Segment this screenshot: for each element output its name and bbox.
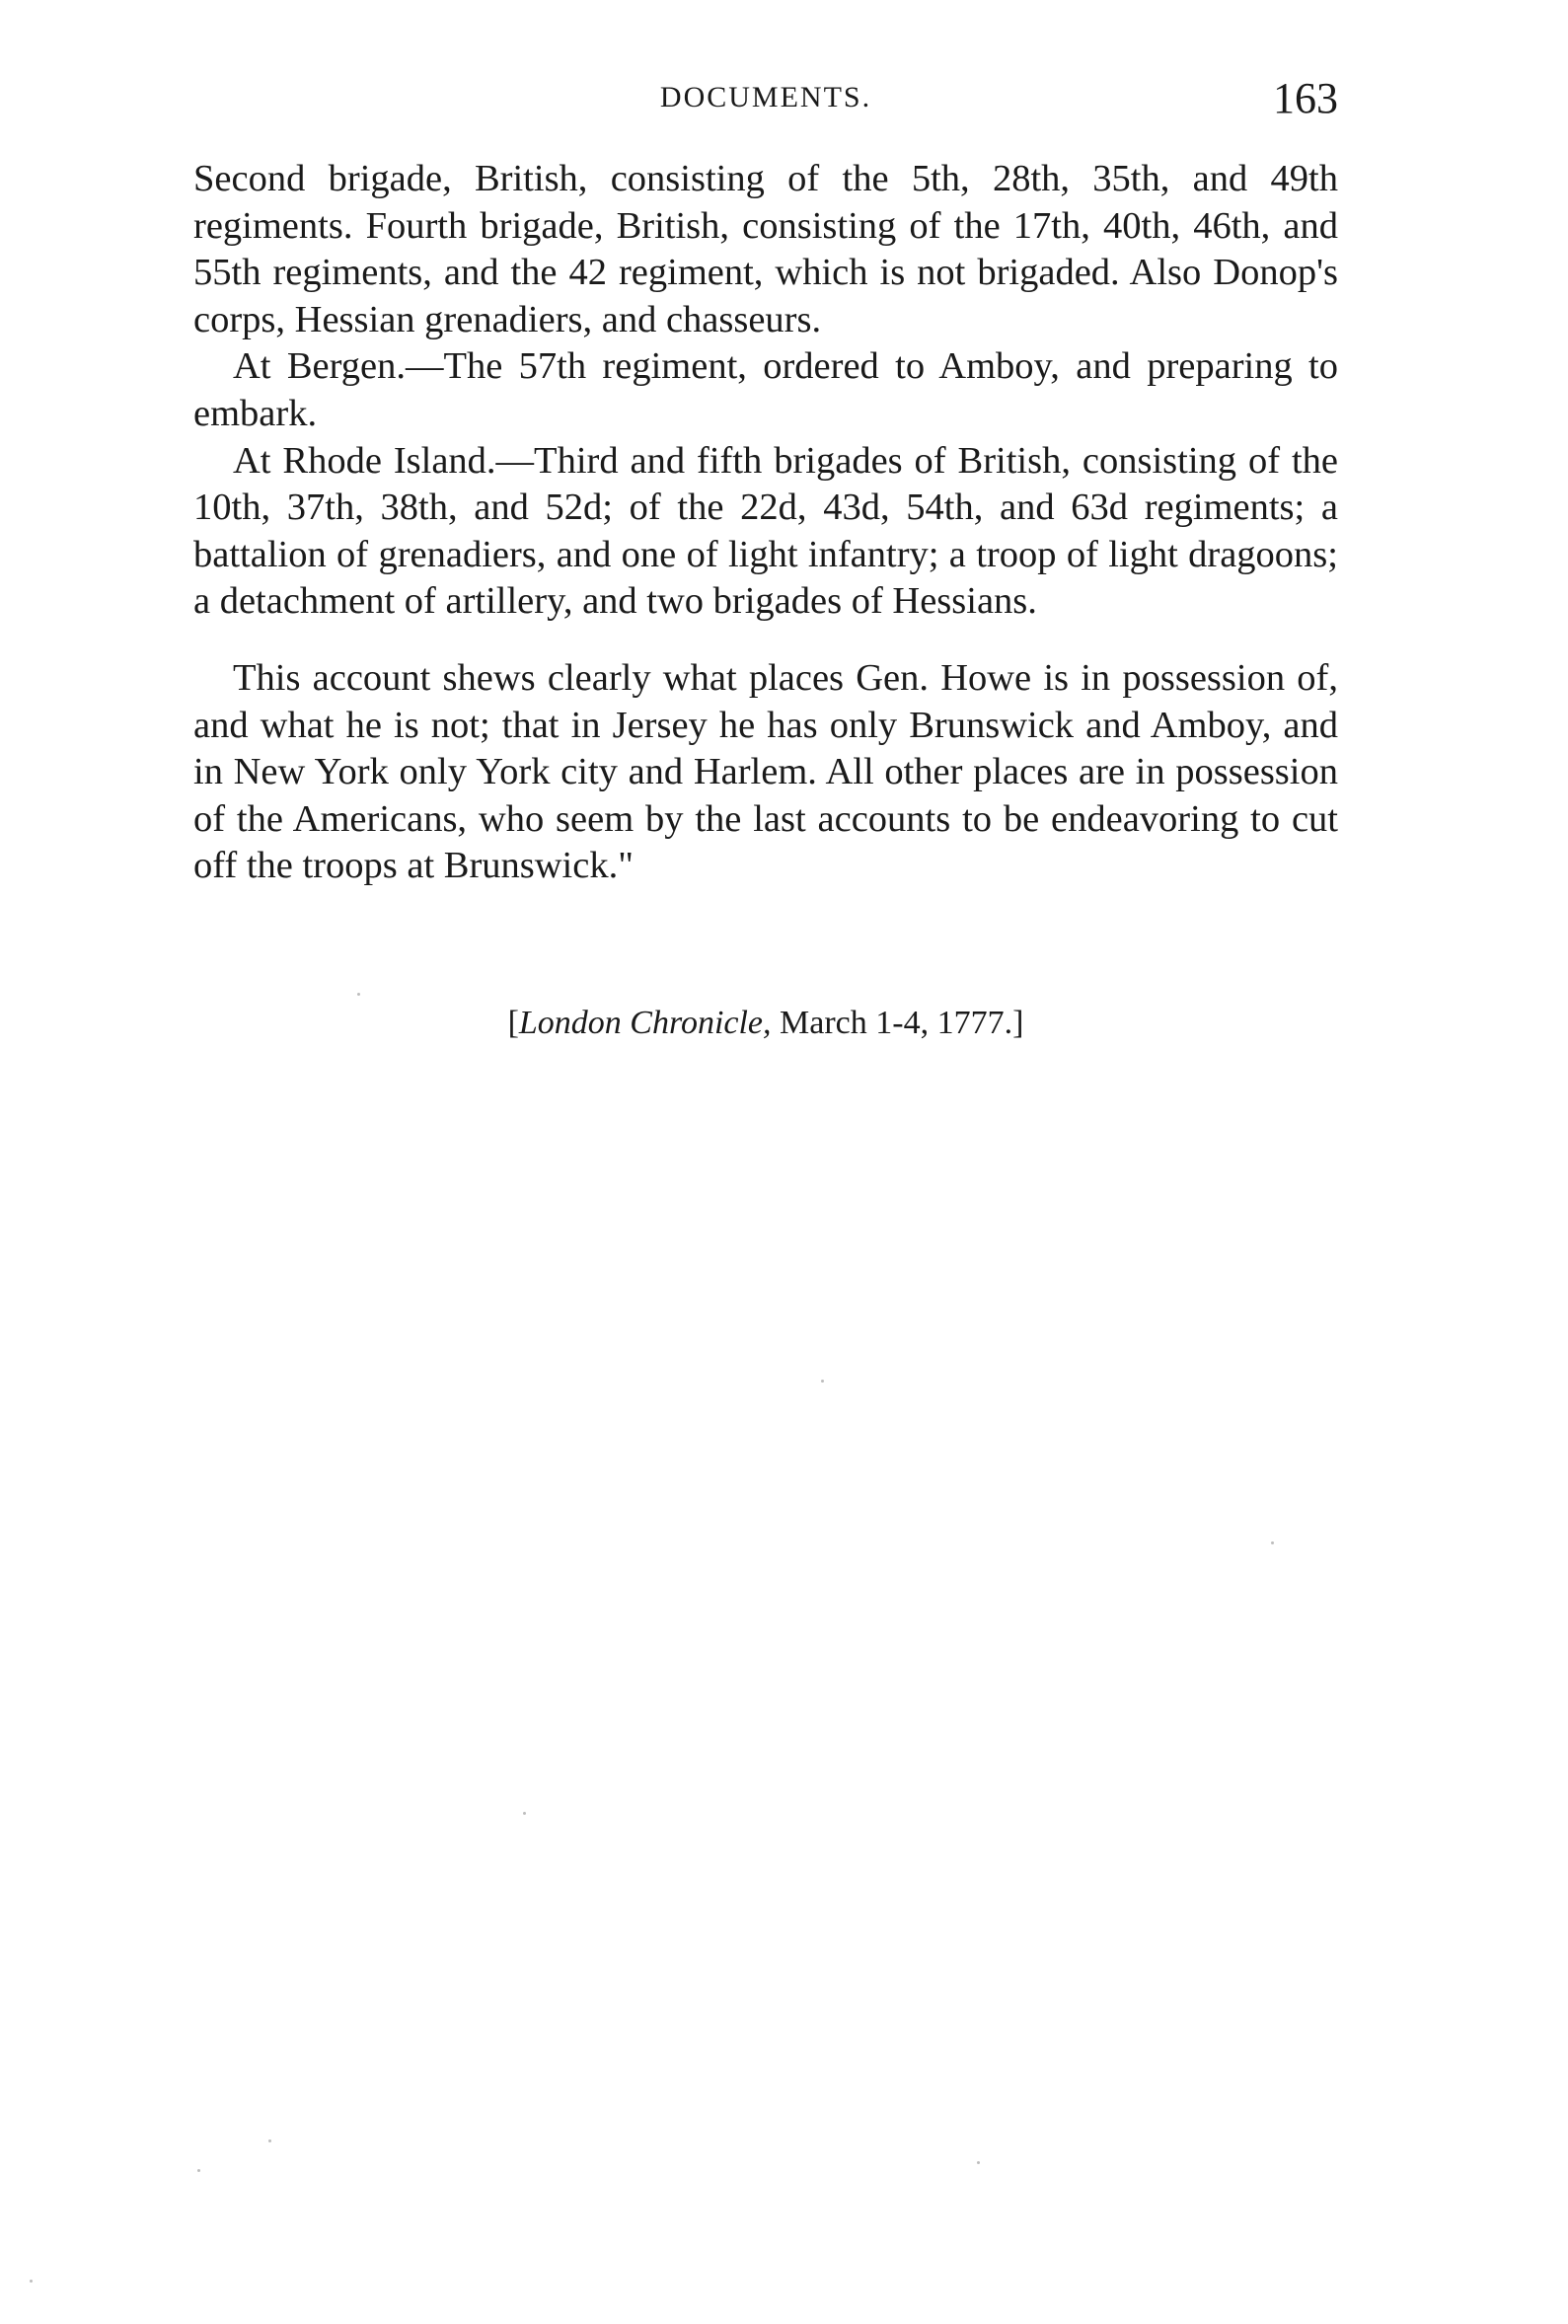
- paper-speck: [30, 2280, 33, 2283]
- body-text: [193, 156, 1338, 890]
- paper-speck: [268, 2139, 271, 2142]
- citation-date: March 1-4, 1777.]: [771, 1005, 1024, 1041]
- paper-speck: [977, 2161, 980, 2164]
- citation-open-bracket: [: [507, 1005, 519, 1041]
- running-head: [193, 71, 1338, 130]
- page-number: 163: [1273, 74, 1338, 122]
- source-citation: [193, 1005, 1338, 1042]
- citation-source: London Chronicle,: [518, 1005, 772, 1041]
- paper-speck: [1271, 1541, 1274, 1544]
- paper-speck: [523, 1812, 526, 1815]
- paragraph-bergen: At Bergen.—The 57th regiment, ordered to Amboy, and preparing to embark.: [193, 345, 1338, 434]
- paragraph-rhode-island: At Rhode Island.—Third and fifth brigades of British, consisting of the 10th, 37th, 38th, and 52d; of the 22d, 43d, 54th, and 63d regiments; a battalion of grenadiers, and one of light infantry; a troop of light dragoons; a detachment of artillery, and two brigades of Hessians.: [193, 439, 1338, 623]
- running-title: DOCUMENTS.: [659, 81, 872, 113]
- paper-speck: [197, 2169, 200, 2172]
- paragraph-account: This account shews clearly what places Gen. Howe is in possession of, and what he is not; that in Jersey he has only Brunswick and Amboy, and in New York only York city and Harlem. All other places are in possession of the Americans, who seem by the last accounts to be endeavoring to cut off the troops at Brunswick.": [193, 656, 1338, 887]
- paper-speck: [357, 993, 360, 996]
- paper-speck: [821, 1380, 824, 1383]
- paragraph-brigades: Second brigade, British, consisting of the 5th, 28th, 35th, and 49th regiments. Fourth brigade, British, consisting of the 17th, 40th, 46th, and 55th regiments, and the 42 regiment, which is not brigaded. Also Donop's corps, Hessian grenadiers, and chasseurs.: [193, 158, 1338, 340]
